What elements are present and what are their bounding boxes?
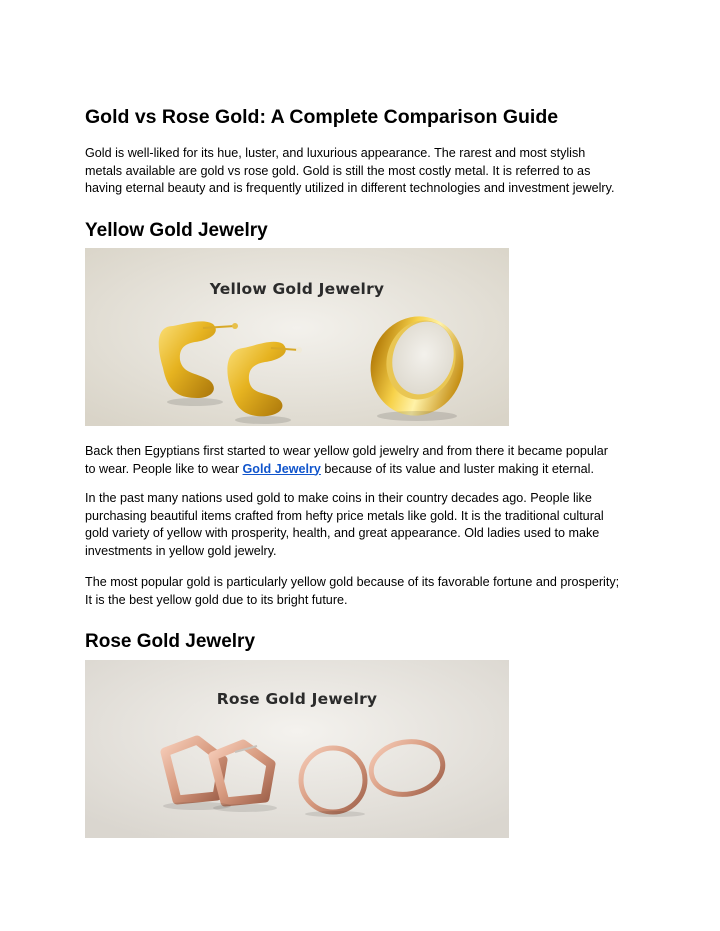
- yellow-paragraph-2: [85, 490, 645, 560]
- paragraph-line: gold variety of yellow with prosperity, health, and great appearance. Old ladies used to make: [85, 526, 600, 540]
- yellow-gold-image: [85, 248, 509, 426]
- intro-paragraph: [85, 145, 645, 198]
- rose-gold-image-label: Rose Gold Jewelry: [216, 690, 378, 708]
- intro-line: Gold is well-liked for its hue, luster, and luxurious appearance. The rarest and most stylish: [85, 146, 586, 160]
- paragraph-line: [85, 461, 645, 479]
- intro-line: having eternal beauty and is frequently utilized in different technologies and investment jewelry.: [85, 181, 615, 195]
- paragraph-line: investments in yellow gold jewelry.: [85, 543, 277, 558]
- intro-line: metals available are gold vs rose gold. Gold is still the most costly metal. It is referred to as: [85, 163, 591, 178]
- gold-jewelry-link[interactable]: Gold Jewelry: [242, 461, 321, 476]
- paragraph-text: because of its value and luster making it eternal.: [320, 461, 594, 476]
- paragraph-line: In the past many nations used gold to make coins in their country decades ago. People like: [85, 491, 592, 505]
- paragraph-line: The most popular gold is particularly yellow gold because of its favorable fortune and prosperity;: [85, 575, 620, 589]
- yellow-paragraph-3: [85, 574, 645, 609]
- page-title: Gold vs Rose Gold: A Complete Comparison Guide: [85, 106, 559, 128]
- paragraph-line: It is the best yellow gold due to its bright future.: [85, 592, 348, 607]
- paragraph-text: to wear. People like to wear: [85, 461, 243, 476]
- yellow-gold-heading: Yellow Gold Jewelry: [85, 220, 268, 241]
- paragraph-line: purchasing beautiful items crafted from hefty price metals like gold. It is the traditional cultural: [85, 508, 604, 523]
- rose-gold-image: [85, 660, 509, 838]
- yellow-paragraph-1: [85, 443, 645, 478]
- paragraph-line: Back then Egyptians first started to wear yellow gold jewelry and from there it became popular: [85, 444, 608, 458]
- rose-gold-heading: Rose Gold Jewelry: [85, 631, 256, 652]
- yellow-gold-image-label: Yellow Gold Jewelry: [209, 280, 385, 298]
